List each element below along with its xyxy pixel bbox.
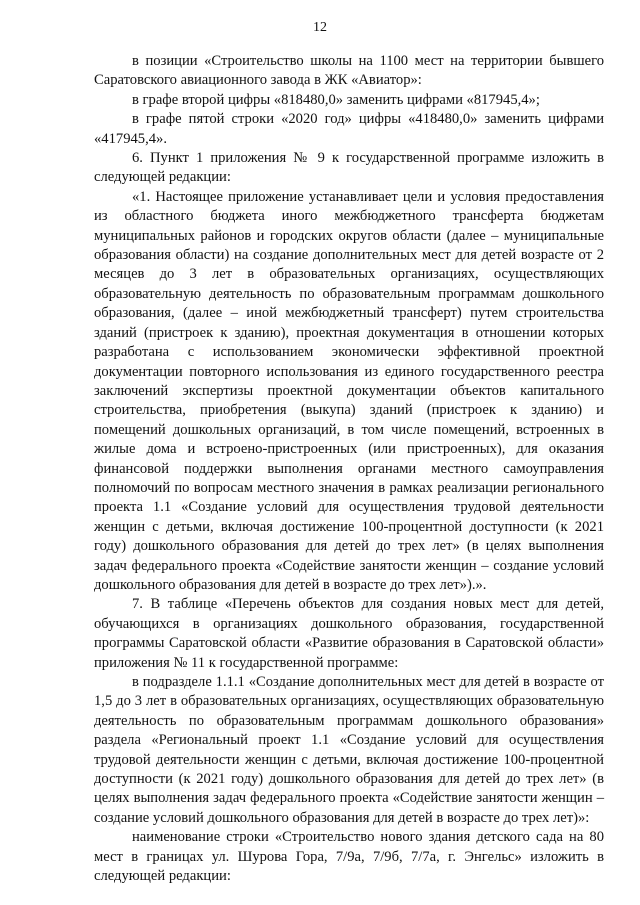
paragraph-item-6: 6. Пункт 1 приложения № 9 к государственной программе изложить в следующей редакции:	[94, 150, 604, 186]
paragraph-appendix-9-text: «1. Настоящее приложение устанавливает цели и условия предоставления из областного бюджета иного межбюджетного трансферта бюджетам муниципальных районов и городских округов области (далее – муниципальные образования области) на создание дополнительных мест для детей возрасте от 2 месяцев до 3 лет в образовательных организациях, осуществляющих образовательную деятельность по образовательным программам дошкольного образования, (далее – иной межбюджетный трансферт) путем строительства зданий (пристроек к зданию), проектная документация в отношении которых разработана с использованием экономически эффективной проектной документации повторного использования из единого государственного реестра заключений экспертизы проектной документации объектов капитального строительства, приобретения (выкупа) зданий (пристроек к зданию) и помещений дошкольных организаций, в том числе помещений, встроенных в жилые дома и встроено-пристроенных (или пристроенных), для оказания финансовой поддержки выполнения органами местного самоуправления полномочий по вопросам местного значения в рамках реализации регионального проекта 1.1 «Создание условий для осуществления трудовой деятельности женщин с детьми, включая достижение 100-процентной доступности (к 2021 году) дошкольного образования для детей до трех лет» (в целях выполнения задач федерального проекта «Содействие занятости женщин – создание условий дошкольного образования для детей в возрасте до трех лет»).».	[94, 188, 604, 593]
paragraph-column-two: в графе второй цифры «818480,0» заменить цифрами «817945,4»;	[132, 91, 540, 108]
paragraph-row-name: наименование строки «Строительство нового здания детского сада на 80 мест в границах ул. Шурова Гора, 7/9а, 7/9б, 7/7а, г. Энгельс» изложить в следующей редакции:	[94, 829, 604, 885]
paragraph-row-five: в графе пятой строки «2020 год» цифры «418480,0» заменить цифрами «417945,4».	[94, 111, 604, 147]
paragraph-subsection: в подразделе 1.1.1 «Создание дополнительных мест для детей в возрасте от 1,5 до 3 лет в образовательных организациях, осуществляющих образовательную деятельность по образовательным программам дошкольного образования» раздела «Региональный проект 1.1 «Создание условий для осуществления трудовой деятельности женщин с детьми, включая достижение 100-процентной доступности (к 2021 году) дошкольного образования для детей до трех лет» (в целях выполнения задач федерального проекта «Содействие занятости женщин – создание условий дошкольного образования для детей в возрасте до трех лет)»:	[94, 674, 604, 826]
page-number: 12	[313, 20, 327, 35]
paragraph-item-7: 7. В таблице «Перечень объектов для создания новых мест для детей, обучающихся в организациях дошкольного образования, государственной программы Саратовской области «Развитие образования в Саратовской области» приложения № 11 к государственной программе:	[94, 596, 604, 671]
paragraph-school-position: в позиции «Строительство школы на 1100 мест на территории бывшего Саратовского авиационного завода в ЖК «Авиатор»:	[94, 53, 604, 89]
document-body	[94, 52, 604, 886]
